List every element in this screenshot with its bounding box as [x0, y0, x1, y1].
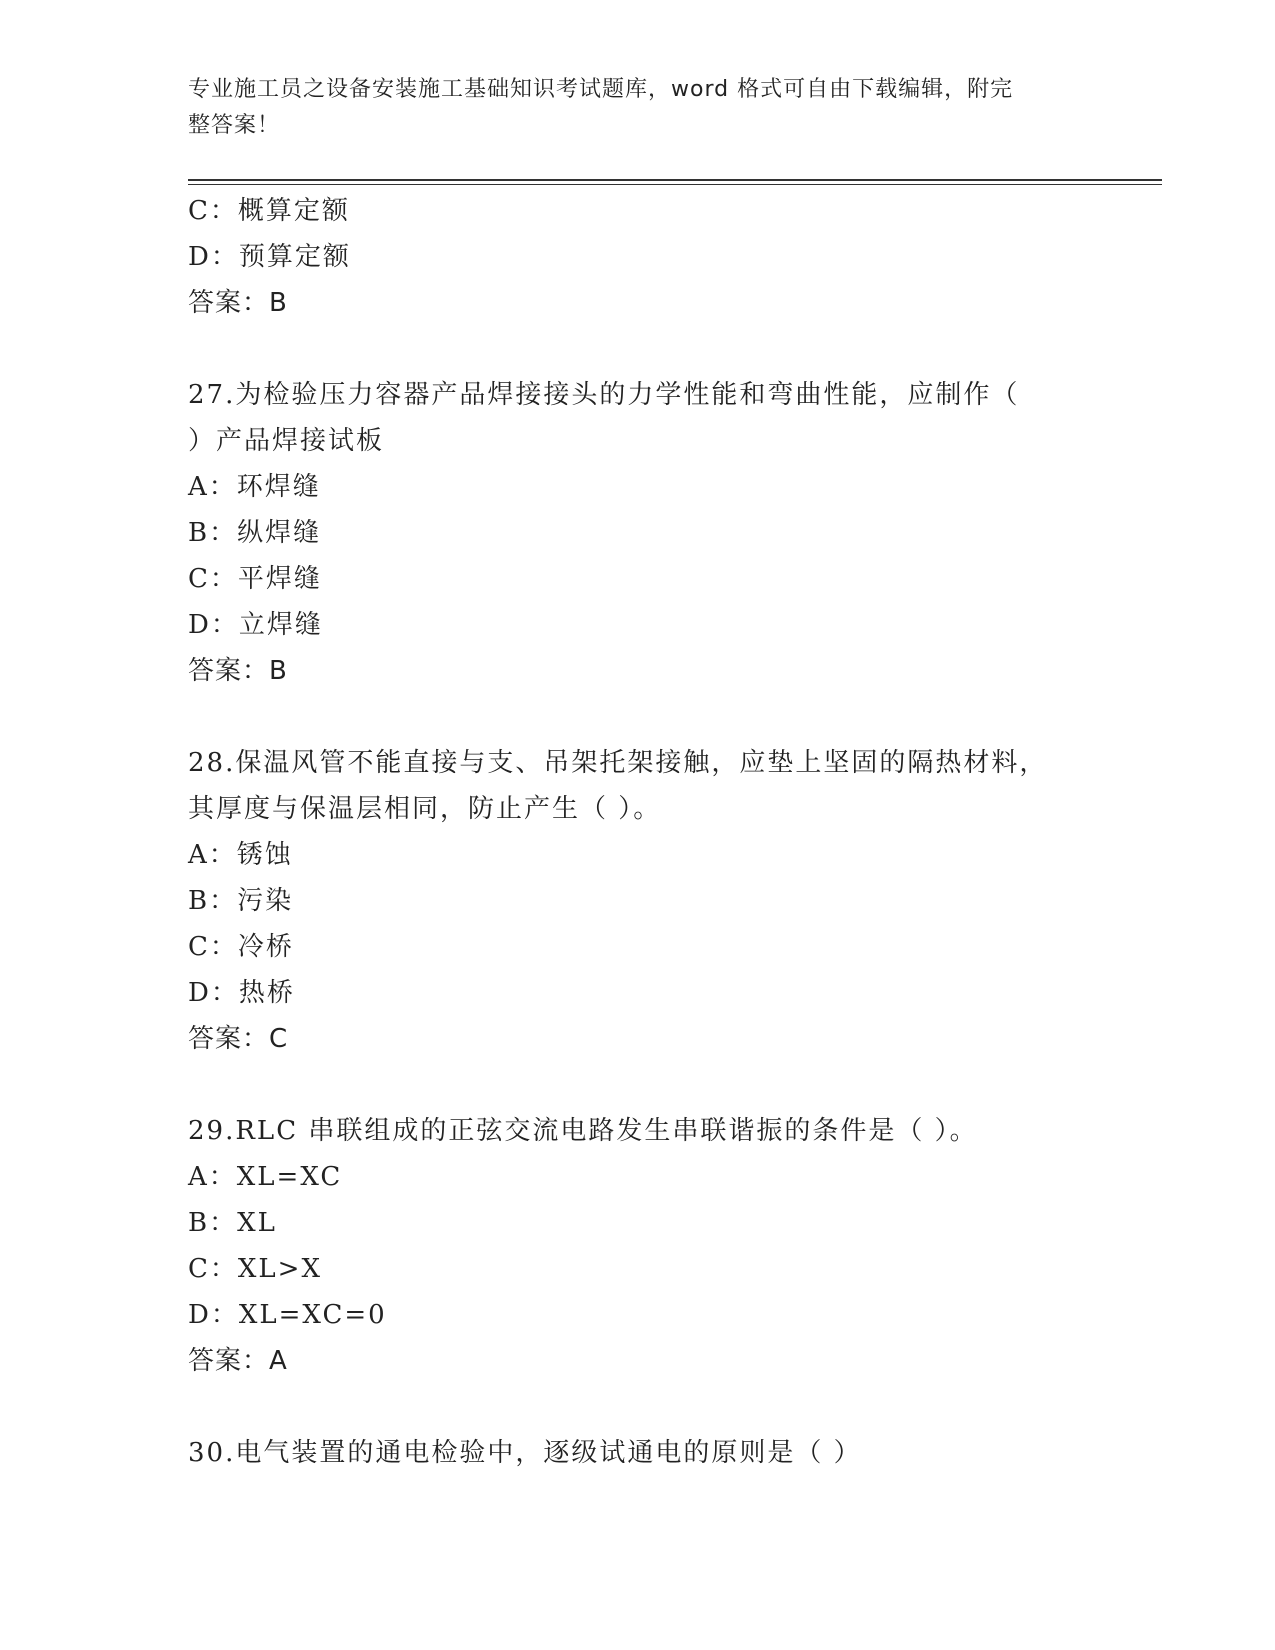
option-b: B：污染 — [188, 886, 294, 916]
question-30 — [188, 1430, 1088, 1476]
option-c: C：平焊缝 — [188, 564, 322, 594]
option-b: B：纵焊缝 — [188, 518, 322, 548]
option-d: D：预算定额 — [188, 242, 351, 272]
option-d: D：XL=XC=0 — [188, 1300, 387, 1330]
option-c: C：XL>X — [188, 1254, 322, 1284]
question-27 — [188, 372, 1088, 694]
question-text: 28.保温风管不能直接与支、吊架托架接触，应垫上坚固的隔热材料， — [188, 748, 1048, 778]
document-header — [188, 72, 1068, 144]
answer-line: 答案：B — [188, 656, 288, 686]
question-text: 27.为检验压力容器产品焊接接头的力学性能和弯曲性能，应制作（ — [188, 380, 1020, 410]
header-rule-thick — [188, 179, 1162, 181]
spacer — [188, 1384, 1088, 1430]
header-line-2: 整答案！ — [188, 113, 281, 138]
spacer — [188, 326, 1088, 372]
option-a: A：环焊缝 — [188, 472, 321, 502]
option-c: C：概算定额 — [188, 196, 350, 226]
option-c: C：冷桥 — [188, 932, 294, 962]
answer-line: 答案：B — [188, 288, 288, 318]
question-text: 30.电气装置的通电检验中，逐级试通电的原则是（ ） — [188, 1438, 862, 1468]
option-d: D：立焊缝 — [188, 610, 323, 640]
question-text: 其厚度与保温层相同，防止产生（ ）。 — [188, 794, 662, 824]
question-28 — [188, 740, 1088, 1062]
option-d: D：热桥 — [188, 978, 295, 1008]
document-body — [188, 188, 1088, 1476]
question-text: ）产品焊接试板 — [188, 426, 385, 456]
prev-question-tail — [188, 188, 1088, 326]
option-a: A：锈蚀 — [188, 840, 293, 870]
question-29 — [188, 1108, 1088, 1384]
option-a: A：XL=XC — [188, 1162, 343, 1192]
question-text: 29.RLC 串联组成的正弦交流电路发生串联谐振的条件是（ ）。 — [188, 1116, 978, 1146]
answer-line: 答案：C — [188, 1024, 289, 1054]
header-line-1: 专业施工员之设备安装施工基础知识考试题库，word 格式可自由下载编辑，附完 — [188, 77, 1014, 102]
spacer — [188, 1062, 1088, 1108]
answer-line: 答案：A — [188, 1346, 288, 1376]
option-b: B：XL — [188, 1208, 277, 1238]
header-rule-thin — [188, 184, 1162, 185]
spacer — [188, 694, 1088, 740]
